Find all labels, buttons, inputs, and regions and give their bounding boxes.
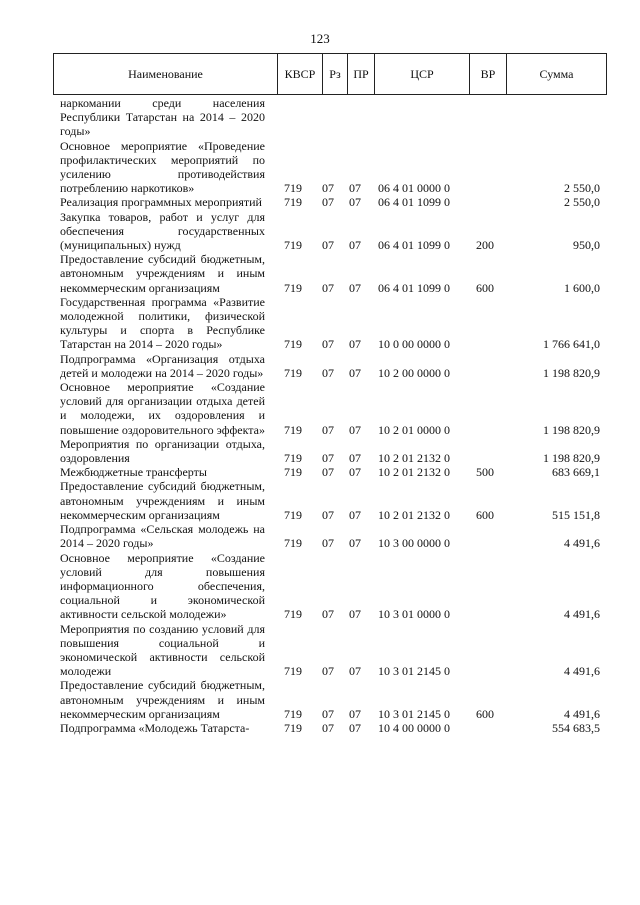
row-pr: 07 <box>349 238 361 253</box>
row-name: Предоставление субсидий бюджетным, автономным учреждениям и иным некоммерческим организациям <box>60 678 265 721</box>
table-row <box>60 352 600 380</box>
row-sum: 2 550,0 <box>564 195 600 210</box>
row-name: Межбюджетные трансферты <box>60 465 207 480</box>
row-rz: 07 <box>322 664 334 679</box>
row-sum: 1 600,0 <box>564 280 600 295</box>
row-csr: 06 4 01 1099 0 <box>378 195 450 210</box>
row-pr: 07 <box>349 607 361 622</box>
row-rz: 07 <box>322 181 334 196</box>
header-kvsr: КВСР <box>278 54 323 94</box>
row-pr: 07 <box>349 365 361 380</box>
row-kvsr: 719 <box>284 706 302 721</box>
row-rz: 07 <box>322 706 334 721</box>
row-csr: 10 3 01 2145 0 <box>378 706 450 721</box>
table-row <box>60 210 600 253</box>
row-pr: 07 <box>349 451 361 466</box>
row-name: наркомании среди населения Республики Татарстан на 2014 – 2020 годы» <box>60 96 265 139</box>
row-pr: 07 <box>349 507 361 522</box>
row-vr: 600 <box>476 507 494 522</box>
row-csr: 10 0 00 0000 0 <box>378 337 450 352</box>
row-kvsr: 719 <box>284 365 302 380</box>
header-vr: ВР <box>470 54 507 94</box>
table-row <box>60 139 600 196</box>
row-name: Предоставление субсидий бюджетным, автономным учреждениям и иным некоммерческим организациям <box>60 479 265 522</box>
row-rz: 07 <box>322 465 334 480</box>
row-csr: 10 2 00 0000 0 <box>378 365 450 380</box>
row-name: Подпрограмма «Молодежь Татарста- <box>60 720 250 735</box>
row-rz: 07 <box>322 365 334 380</box>
row-kvsr: 719 <box>284 536 302 551</box>
row-name: Мероприятия по организации отдыха, оздоровления <box>60 436 265 466</box>
row-kvsr: 719 <box>284 607 302 622</box>
row-pr: 07 <box>349 465 361 480</box>
table-header <box>53 53 607 95</box>
row-sum: 4 491,6 <box>564 536 600 551</box>
header-pr: ПР <box>348 54 375 94</box>
header-name: Наименование <box>54 54 278 94</box>
row-rz: 07 <box>322 607 334 622</box>
row-name: Подпрограмма «Сельская молодежь на 2014 – 2020 годы» <box>60 522 265 551</box>
row-pr: 07 <box>349 181 361 196</box>
row-rz: 07 <box>322 280 334 295</box>
row-sum: 950,0 <box>573 238 600 253</box>
table-row <box>60 195 600 209</box>
table-row <box>60 295 600 352</box>
row-sum: 554 683,5 <box>552 720 600 735</box>
row-sum: 683 669,1 <box>552 465 600 480</box>
row-kvsr: 719 <box>284 181 302 196</box>
row-csr: 10 3 01 2145 0 <box>378 664 450 679</box>
page-number: 123 <box>310 31 330 46</box>
row-kvsr: 719 <box>284 422 302 437</box>
row-pr: 07 <box>349 536 361 551</box>
row-kvsr: 719 <box>284 720 302 735</box>
table-row <box>60 721 600 735</box>
row-sum: 515 151,8 <box>552 507 600 522</box>
table-row <box>60 252 600 295</box>
row-sum: 1 198 820,9 <box>543 365 600 380</box>
row-pr: 07 <box>349 195 361 210</box>
row-name: Предоставление субсидий бюджетным, автономным учреждениям и иным некоммерческим организациям <box>60 252 265 295</box>
row-rz: 07 <box>322 451 334 466</box>
row-csr: 10 2 01 0000 0 <box>378 422 450 437</box>
row-kvsr: 719 <box>284 507 302 522</box>
table-row <box>60 551 600 622</box>
table-row <box>60 479 600 522</box>
row-csr: 10 3 01 0000 0 <box>378 607 450 622</box>
row-name: Основное мероприятие «Проведение профилактических мероприятий по усилению противодействия потреблению наркотиков» <box>60 138 265 196</box>
row-pr: 07 <box>349 706 361 721</box>
table-row <box>60 380 600 437</box>
header-sum: Сумма <box>539 66 574 81</box>
row-rz: 07 <box>322 507 334 522</box>
row-kvsr: 719 <box>284 451 302 466</box>
row-rz: 07 <box>322 720 334 735</box>
row-sum: 4 491,6 <box>564 706 600 721</box>
row-name: Основное мероприятие «Создание условий для организации отдыха детей и молодежи, их оздоровления и повышение оздоровительного эффекта» <box>60 380 265 437</box>
row-pr: 07 <box>349 664 361 679</box>
row-name: Основное мероприятие «Создание условий для повышения информационного обеспечения, социальной и экономической активности сельской молодежи» <box>60 550 265 622</box>
table-body <box>60 96 600 735</box>
row-pr: 07 <box>349 337 361 352</box>
table-row <box>60 465 600 479</box>
row-rz: 07 <box>322 238 334 253</box>
row-kvsr: 719 <box>284 664 302 679</box>
row-csr: 06 4 01 0000 0 <box>378 181 450 196</box>
row-vr: 600 <box>476 706 494 721</box>
row-kvsr: 719 <box>284 238 302 253</box>
header-rz: Рз <box>323 54 348 94</box>
row-rz: 07 <box>322 337 334 352</box>
row-kvsr: 719 <box>284 280 302 295</box>
table-row <box>60 96 600 139</box>
row-csr: 10 4 00 0000 0 <box>378 720 450 735</box>
row-pr: 07 <box>349 422 361 437</box>
table-row <box>60 437 600 465</box>
row-kvsr: 719 <box>284 337 302 352</box>
row-vr: 600 <box>476 280 494 295</box>
table-row <box>60 678 600 721</box>
row-sum: 2 550,0 <box>564 181 600 196</box>
row-kvsr: 719 <box>284 195 302 210</box>
row-sum: 1 766 641,0 <box>543 337 600 352</box>
row-kvsr: 719 <box>284 465 302 480</box>
row-sum: 4 491,6 <box>564 607 600 622</box>
row-name: Государственная программа «Развитие молодежной политики, физической культуры и спорта в Республике Татарстан на 2014 – 2020 годы» <box>60 294 265 352</box>
row-vr: 500 <box>476 465 494 480</box>
row-name: Мероприятия по созданию условий для повышения социальной и экономической активности сельской молодежи <box>60 621 265 679</box>
row-sum: 1 198 820,9 <box>543 422 600 437</box>
row-pr: 07 <box>349 720 361 735</box>
row-sum: 1 198 820,9 <box>543 451 600 466</box>
row-sum: 4 491,6 <box>564 664 600 679</box>
header-csr: ЦСР <box>375 54 470 94</box>
row-csr: 10 2 01 2132 0 <box>378 465 450 480</box>
row-rz: 07 <box>322 195 334 210</box>
row-csr: 10 2 01 2132 0 <box>378 507 450 522</box>
table-row <box>60 522 600 550</box>
row-name: Закупка товаров, работ и услуг для обеспечения государственных (муниципальных) нужд <box>60 209 265 253</box>
row-rz: 07 <box>322 422 334 437</box>
row-rz: 07 <box>322 536 334 551</box>
row-pr: 07 <box>349 280 361 295</box>
row-csr: 10 3 00 0000 0 <box>378 536 450 551</box>
table-row <box>60 622 600 679</box>
row-name: Реализация программных мероприятий <box>60 195 262 210</box>
row-csr: 06 4 01 1099 0 <box>378 280 450 295</box>
row-csr: 06 4 01 1099 0 <box>378 238 450 253</box>
row-csr: 10 2 01 2132 0 <box>378 451 450 466</box>
row-vr: 200 <box>476 238 494 253</box>
row-name: Подпрограмма «Организация отдыха детей и молодежи на 2014 – 2020 годы» <box>60 351 265 380</box>
